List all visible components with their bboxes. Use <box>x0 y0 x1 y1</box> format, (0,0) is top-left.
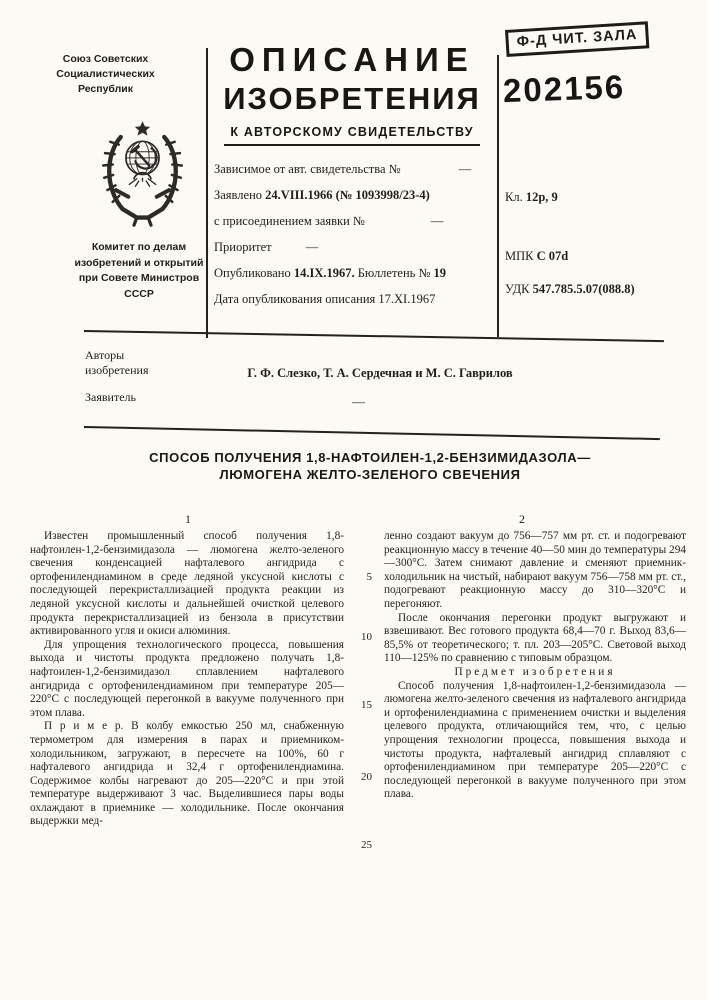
document-kind-title <box>212 40 492 146</box>
filing-details <box>214 156 492 312</box>
author-names: Г. Ф. Слезко, Т. А. Сердечная и М. С. Гаврилов <box>247 366 513 380</box>
dependent-label: Зависимое от авт. свидетельства № <box>214 162 401 176</box>
filing-row-desc-date <box>214 286 492 312</box>
authors-label-line2: изобретения <box>85 363 149 377</box>
union-name-line3: Республик <box>77 83 134 95</box>
document-kind-title-line2: ИЗОБРЕТЕНИЯ <box>223 81 481 116</box>
mpk-value: C 07d <box>536 249 569 263</box>
paragraph-example: П р и м е р. В колбу емкостью 250 мл, снабженную термометром для измерения в парах и приемником-холодильником, загружают, в пересчете на 100%, 60 г нафталевого ангидрида и 32,4 г ортофенилендиамина. Содержимое колбы нагревают до 205—220°С и при этой температуре выдерживают 3 час. Выделившиеся пары воды охлаждают в приемнике — холодильнике. После окончания выдержки мед- <box>30 720 344 828</box>
ussr-coat-of-arms-icon <box>95 120 190 228</box>
paragraph-proposal: Для упрощения технологического процесса, повышения выхода и чистоты продукта предложено получать 1,8-нафтоилен-1,2-бензимидазол сплавлением нафталевого ангидрида с ортофенилендиамином при температуре 205—220°С с последующей перегонкой в вакууме полученного при этом плава. <box>30 638 344 719</box>
applicant-label: Заявитель <box>85 390 136 404</box>
committee-line4: СССР <box>124 287 154 300</box>
authors-label-line1: Авторы <box>85 348 125 362</box>
line-number-25: 25 <box>361 839 372 851</box>
applicant-value: — <box>352 394 365 409</box>
invention-title <box>90 450 650 483</box>
authors-label <box>85 348 148 378</box>
priority-value: — <box>305 240 319 254</box>
paragraph-results: После окончания перегонки продукт выгружают и взвешивают. Вес готового продукта 68,4—70 г. Выход 83,6—85,5% от теоретического; т. пл. 203—205°С. Световой выход 110—125% по сравнению с типовым образцом. <box>384 611 686 665</box>
committee-line2: изобретений и открытий <box>74 256 204 269</box>
mpk-label: МПК <box>505 249 534 263</box>
union-name <box>18 52 193 97</box>
filing-row-priority <box>214 234 492 260</box>
udk-value: 547.785.5.07(088.8) <box>532 282 635 296</box>
published-label: Опубликовано <box>214 266 291 280</box>
kl-label: Кл. <box>505 190 523 204</box>
union-name-line1: Союз Советских <box>62 53 149 65</box>
column-number-2: 2 <box>519 512 525 526</box>
filed-label: Заявлено <box>214 188 263 202</box>
horizontal-rule-top <box>84 330 664 342</box>
column-number-1: 1 <box>185 512 191 526</box>
vertical-divider-left <box>206 48 208 338</box>
filing-row-published <box>214 260 492 286</box>
joined-value: — <box>430 214 444 228</box>
document-kind-title-line1: ОПИСАНИЕ <box>229 41 475 78</box>
horizontal-rule-bottom <box>84 426 660 440</box>
paragraph-known-method: Известен промышленный способ получения 1,8-нафтоилен-1,2-бензимидазола — люмогена желто-зеленого свечения конденсацией нафталевого ангидрида с ортофенилендиамином в среде ледяной уксусной кислоты с последующей перекристаллизацией продукта реакции из ледяной уксусной кислоты и дальнейшей очисткой целевого продукта перекристаллизацией из бензола в присутствии активированного угля и окиси алюминия. <box>30 530 344 638</box>
filed-value: 24.VIII.1966 (№ 1093998/23-4) <box>265 188 430 202</box>
filing-row-filed <box>214 182 492 208</box>
published-date: 14.IX.1967. <box>293 266 355 280</box>
bulletin-label: Бюллетень № <box>357 266 431 280</box>
subject-of-invention-heading: Предмет изобретения <box>454 665 616 678</box>
class-udk <box>505 282 700 297</box>
vertical-divider-right <box>497 55 499 337</box>
dependent-value: — <box>458 162 472 176</box>
line-number-20: 20 <box>361 771 372 783</box>
invention-title-line1: СПОСОБ ПОЛУЧЕНИЯ 1,8-НАФТОИЛЕН-1,2-БЕНЗИМИДАЗОЛА— <box>149 450 591 465</box>
line-number-10: 10 <box>361 631 372 643</box>
joined-label: с присоединением заявки № <box>214 214 365 228</box>
committee-line1: Комитет по делам <box>91 241 187 253</box>
invention-title-line2: ЛЮМОГЕНА ЖЕЛТО-ЗЕЛЕНОГО СВЕЧЕНИЯ <box>219 466 521 482</box>
line-number-5: 5 <box>366 571 372 583</box>
udk-label: УДК <box>505 282 530 296</box>
patent-number: 202156 <box>502 67 626 110</box>
union-name-line2: Социалистических <box>56 68 155 80</box>
library-stamp: Ф-Д ЧИТ. ЗАЛА <box>505 21 649 57</box>
kl-value: 12p, 9 <box>525 190 558 204</box>
desc-date-label: Дата опубликования описания <box>214 292 376 306</box>
line-number-15: 15 <box>361 699 372 711</box>
class-mpk <box>505 249 700 264</box>
class-national <box>505 190 700 205</box>
paragraph-example-continued: ленно создают вакуум до 756—757 мм рт. ст. и подогревают реакционную массу в течение 40—50 мин до температуры 294—300°С. Затем снимают давление и сменяют приемник-холодильник на чистый, набирают вакуум 756—758 мм рт. ст., подогревают реакционную массу до 310—320°С и перегоняют. <box>384 530 686 610</box>
document-kind-subtitle: К АВТОРСКОМУ СВИДЕТЕЛЬСТВУ <box>224 125 479 146</box>
paragraph-claim: Способ получения 1,8-нафтоилен-1,2-бензимидазола — люмогена желто-зеленого свечения из нафталевого ангидрида и ортофенилендиамина с применением очистки и выделения целевого продукта, отличающийся тем, что, с целью упрощения технологии процесса, повышения выхода и чистоты продукта, нафталевый ангидрид сплавляют с ортофенилендиамином при температуре 205—220°С с последующей перегонкой в вакууме полученного при этом плава. <box>384 679 686 801</box>
body-column-left <box>30 530 344 829</box>
body-column-right <box>384 530 686 802</box>
desc-date-value: 17.XI.1967 <box>378 292 436 306</box>
committee-line3: при Совете Министров <box>78 272 200 284</box>
filing-row-dependent <box>214 156 492 182</box>
committee-name <box>55 240 223 302</box>
bulletin-number: 19 <box>433 266 447 280</box>
filing-row-joined <box>214 208 492 234</box>
priority-label: Приоритет <box>214 240 272 254</box>
